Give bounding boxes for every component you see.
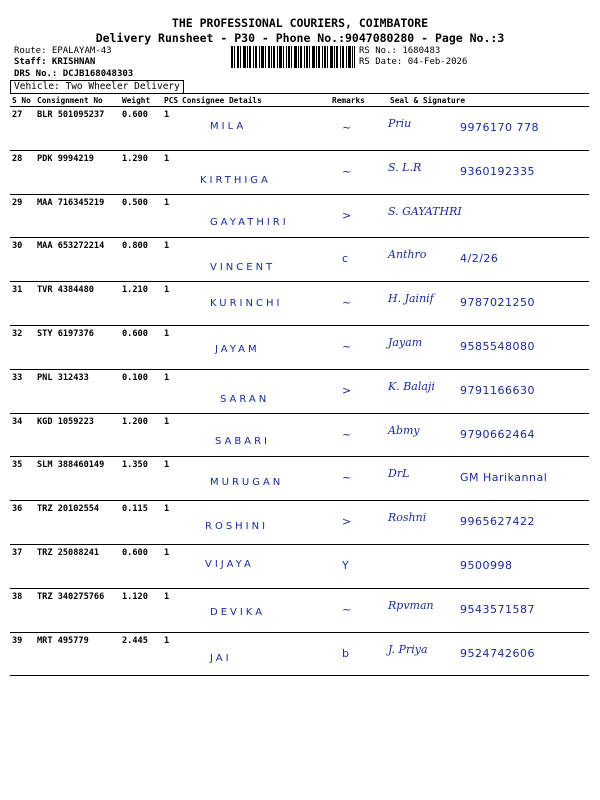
signature: Anthro xyxy=(388,248,427,262)
cell-pcs: 1 xyxy=(162,501,180,545)
cell-consignee xyxy=(180,150,330,194)
cell-pcs: 1 xyxy=(162,457,180,501)
cell-weight: 1.350 xyxy=(120,457,162,501)
cell-remarks xyxy=(330,238,370,282)
header-consignee: Consignee Details xyxy=(180,94,330,107)
table-row xyxy=(10,150,589,194)
cell-pcs: 1 xyxy=(162,107,180,151)
remark-mark: ~ xyxy=(342,164,352,178)
cell-weight: 1.200 xyxy=(120,413,162,457)
cell-consignment: TVR 4384480 xyxy=(35,282,120,326)
signature-phone: 9524742606 xyxy=(460,646,535,660)
cell-sno: 38 xyxy=(10,588,35,632)
cell-remarks xyxy=(330,501,370,545)
cell-remarks xyxy=(330,282,370,326)
cell-sno: 36 xyxy=(10,501,35,545)
cell-sno: 35 xyxy=(10,457,35,501)
header-pcs: PCS xyxy=(164,95,179,105)
runsheet-subtitle: Delivery Runsheet - P30 - Phone No.:9047080280 - Page No.:3 xyxy=(95,31,505,45)
header-seal-signature: Seal & Signature xyxy=(370,94,589,107)
cell-sno: 30 xyxy=(10,238,35,282)
cell-seal-signature xyxy=(370,238,589,282)
route-text: Route: EPALAYAM-43 xyxy=(14,46,112,56)
cell-consignment: TRZ 20102554 xyxy=(35,501,120,545)
cell-weight: 0.600 xyxy=(120,107,162,151)
cell-consignee xyxy=(180,501,330,545)
cell-sno: 39 xyxy=(10,632,35,676)
header-sno: S No xyxy=(10,94,35,107)
consignee-name-handwritten: SARAN xyxy=(220,393,270,405)
cell-sno: 37 xyxy=(10,544,35,588)
signature: Abmy xyxy=(388,423,420,437)
barcode-image xyxy=(231,46,355,68)
table-row xyxy=(10,369,589,413)
rs-date: RS Date: 04-Feb-2026 xyxy=(359,57,468,67)
consignee-name-handwritten: VINCENT xyxy=(210,262,276,274)
remark-mark: b xyxy=(342,646,349,660)
cell-sno: 27 xyxy=(10,107,35,151)
cell-consignee xyxy=(180,588,330,632)
table-row xyxy=(10,107,589,151)
cell-seal-signature xyxy=(370,501,589,545)
cell-pcs: 1 xyxy=(162,544,180,588)
remark-mark: > xyxy=(342,515,352,529)
signature: H. Jainif xyxy=(388,292,434,306)
cell-pcs: 1 xyxy=(162,588,180,632)
signature: Jayam xyxy=(388,335,423,349)
signature-phone: 9791166630 xyxy=(460,383,535,397)
cell-weight: 0.600 xyxy=(120,325,162,369)
cell-consignee xyxy=(180,194,330,238)
cell-consignee xyxy=(180,369,330,413)
signature: S. L.R xyxy=(388,160,422,174)
cell-pcs: 1 xyxy=(162,282,180,326)
signature-phone: 9543571587 xyxy=(460,602,535,616)
table-row xyxy=(10,238,589,282)
cell-seal-signature xyxy=(370,369,589,413)
vehicle-text: Vehicle: Two Wheeler Delivery xyxy=(14,81,180,92)
cell-consignee xyxy=(180,282,330,326)
signature-phone: 9787021250 xyxy=(460,296,535,310)
consignee-name-handwritten: JAI xyxy=(210,652,232,664)
cell-remarks xyxy=(330,544,370,588)
cell-weight: 1.210 xyxy=(120,282,162,326)
header-weight: Weight xyxy=(120,94,162,107)
cell-sno: 34 xyxy=(10,413,35,457)
cell-seal-signature xyxy=(370,282,589,326)
cell-pcs: 1 xyxy=(162,369,180,413)
consignee-name-handwritten: MILA xyxy=(210,121,247,132)
cell-consignment: SLM 388460149 xyxy=(35,457,120,501)
signature: J. Priya xyxy=(388,642,428,656)
consignee-name-handwritten: MURUGAN xyxy=(210,477,284,489)
cell-consignment: STY 6197376 xyxy=(35,325,120,369)
cell-consignee xyxy=(180,632,330,676)
signature: Roshni xyxy=(388,511,427,525)
signature: Rpvman xyxy=(388,598,434,612)
remark-mark: Y xyxy=(342,558,349,572)
cell-consignment: MRT 495779 xyxy=(35,632,120,676)
signature: S. GAYATHRI xyxy=(388,204,462,218)
table-row xyxy=(10,282,589,326)
cell-weight: 0.115 xyxy=(120,501,162,545)
cell-seal-signature xyxy=(370,632,589,676)
cell-weight: 0.100 xyxy=(120,369,162,413)
consignee-name-handwritten: ROSHINI xyxy=(205,521,269,533)
remark-mark: > xyxy=(342,383,352,397)
cell-seal-signature xyxy=(370,194,589,238)
signature: Priu xyxy=(388,117,412,130)
table-row xyxy=(10,194,589,238)
cell-remarks xyxy=(330,369,370,413)
consignee-name-handwritten: DEVIKA xyxy=(210,606,266,618)
table-header-row xyxy=(10,94,589,107)
cell-consignment: TRZ 25088241 xyxy=(35,544,120,588)
cell-sno: 29 xyxy=(10,194,35,238)
table-row xyxy=(10,632,589,676)
cell-remarks xyxy=(330,107,370,151)
consignee-name-handwritten: GAYATHIRI xyxy=(210,216,289,228)
signature: K. Balaji xyxy=(388,379,435,393)
cell-consignment: KGD 1059223 xyxy=(35,413,120,457)
cell-pcs: 1 xyxy=(162,238,180,282)
cell-seal-signature xyxy=(370,325,589,369)
company-title: THE PROFESSIONAL COURIERS, COIMBATORE xyxy=(171,16,429,30)
cell-consignee xyxy=(180,413,330,457)
cell-weight: 2.445 xyxy=(120,632,162,676)
signature-phone: 9790662464 xyxy=(460,427,535,441)
cell-consignment: BLR 501095237 xyxy=(35,107,120,151)
table-row xyxy=(10,325,589,369)
cell-seal-signature xyxy=(370,413,589,457)
remark-mark: ~ xyxy=(342,471,352,485)
cell-seal-signature xyxy=(370,544,589,588)
cell-remarks xyxy=(330,413,370,457)
table-row xyxy=(10,413,589,457)
table-row xyxy=(10,544,589,588)
cell-seal-signature xyxy=(370,150,589,194)
cell-remarks xyxy=(330,194,370,238)
cell-seal-signature xyxy=(370,107,589,151)
signature-phone: GM Harikannal xyxy=(460,471,548,485)
signature-phone: 9360192335 xyxy=(460,164,535,178)
cell-sno: 28 xyxy=(10,150,35,194)
cell-weight: 1.120 xyxy=(120,588,162,632)
table-row xyxy=(10,501,589,545)
cell-consignment: MAA 653272214 xyxy=(35,238,120,282)
cell-remarks xyxy=(330,632,370,676)
cell-pcs: 1 xyxy=(162,325,180,369)
runsheet-table xyxy=(10,93,589,676)
cell-seal-signature xyxy=(370,457,589,501)
remark-mark: ~ xyxy=(342,602,352,616)
cell-sno: 33 xyxy=(10,369,35,413)
cell-consignee xyxy=(180,325,330,369)
cell-consignee xyxy=(180,238,330,282)
cell-seal-signature xyxy=(370,588,589,632)
cell-consignee xyxy=(180,457,330,501)
remark-mark: ~ xyxy=(342,296,352,310)
table-row xyxy=(10,588,589,632)
header-remarks: Remarks xyxy=(330,94,370,107)
cell-weight: 1.290 xyxy=(120,150,162,194)
cell-consignment: TRZ 340275766 xyxy=(35,588,120,632)
signature-phone: 9500998 xyxy=(460,558,513,572)
remark-mark: > xyxy=(342,208,352,222)
remark-mark: ~ xyxy=(342,121,352,134)
cell-consignment: MAA 716345219 xyxy=(35,194,120,238)
signature: DrL xyxy=(388,467,410,481)
remark-mark: ~ xyxy=(342,427,352,441)
cell-pcs: 1 xyxy=(162,632,180,676)
remark-mark: ~ xyxy=(342,339,352,353)
cell-sno: 31 xyxy=(10,282,35,326)
cell-consignee xyxy=(180,107,330,151)
cell-pcs: 1 xyxy=(162,194,180,238)
header-consignment: Consignment No xyxy=(35,94,120,107)
signature-phone: 9976170 778 xyxy=(460,121,539,134)
signature-phone: 9965627422 xyxy=(460,515,535,529)
consignee-name-handwritten: KIRTHIGA xyxy=(200,174,271,186)
cell-weight: 0.500 xyxy=(120,194,162,238)
cell-remarks xyxy=(330,150,370,194)
cell-consignment: PDK 9994219 xyxy=(35,150,120,194)
cell-pcs: 1 xyxy=(162,413,180,457)
cell-remarks xyxy=(330,457,370,501)
cell-remarks xyxy=(330,325,370,369)
signature-phone: 4/2/26 xyxy=(460,252,499,266)
cell-weight: 0.600 xyxy=(120,544,162,588)
staff-text: Staff: KRISHNAN xyxy=(14,57,96,67)
cell-sno: 32 xyxy=(10,325,35,369)
consignee-name-handwritten: KURINCHI xyxy=(210,298,283,310)
cell-consignee xyxy=(180,544,330,588)
consignee-name-handwritten: VIJAYA xyxy=(205,558,254,570)
drs-number: DRS No.: DCJB168048303 xyxy=(14,69,134,79)
rs-number: RS No.: 1680483 xyxy=(359,46,441,56)
cell-weight: 0.800 xyxy=(120,238,162,282)
table-row xyxy=(10,457,589,501)
cell-consignment: PNL 312433 xyxy=(35,369,120,413)
consignee-name-handwritten: JAYAM xyxy=(215,343,260,355)
cell-remarks xyxy=(330,588,370,632)
cell-pcs: 1 xyxy=(162,150,180,194)
remark-mark: c xyxy=(342,252,349,266)
signature-phone: 9585548080 xyxy=(460,339,535,353)
consignee-name-handwritten: SABARI xyxy=(215,435,270,447)
